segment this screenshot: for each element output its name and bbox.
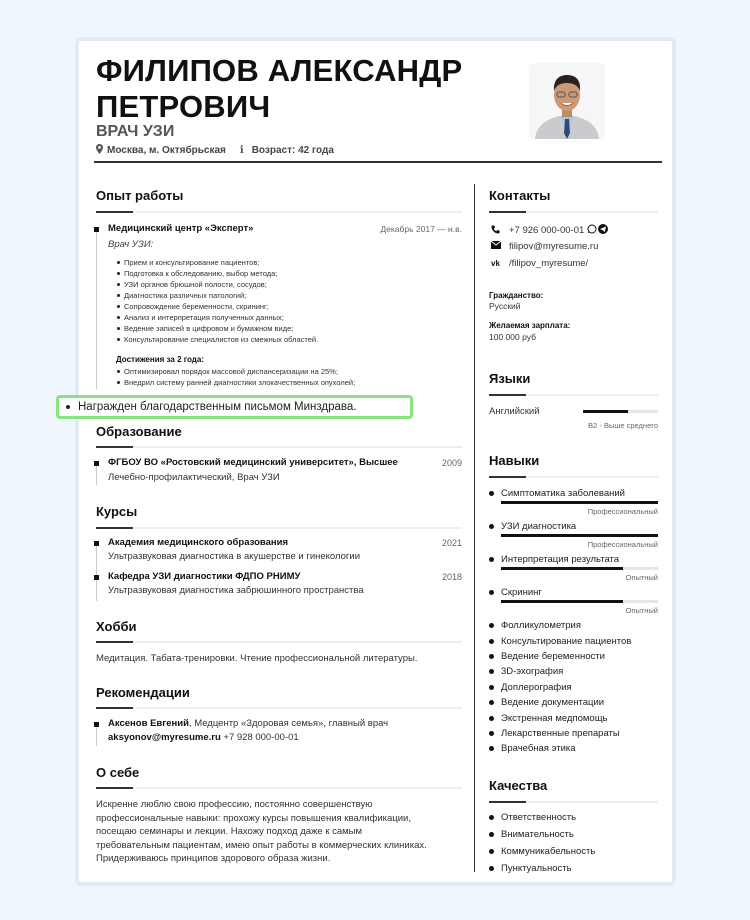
skill-name: Скрининг [501, 587, 542, 598]
skill-item: 3D-эхография [489, 666, 563, 677]
course-detail: Ультразвуковая диагностика забрюшинного пространства [108, 585, 364, 596]
courses-timeline [96, 541, 97, 601]
course-year: 2018 [441, 572, 462, 582]
contact-email-row [491, 241, 598, 252]
bullet-icon [489, 491, 494, 496]
hobbies-title: Хобби [96, 619, 137, 634]
bullet-icon [66, 405, 70, 409]
bullet-icon [489, 866, 494, 871]
skill-item [489, 587, 542, 598]
recommender-email[interactable]: aksyonov@myresume.ru [108, 732, 221, 743]
quality-item: Пунктуальность [489, 863, 572, 874]
resume-page [75, 37, 676, 886]
contacts-rule [489, 211, 658, 213]
contact-phone-row [491, 224, 608, 237]
salary-value: 100 000 руб [489, 332, 536, 342]
achievement-item: Внедрил систему ранней диагностики злокачественных опухолей; [116, 377, 355, 388]
citizenship-value: Русский [489, 301, 521, 311]
contact-phone[interactable]: +7 926 000-00-01 [509, 225, 585, 236]
education-detail: Лечебно-профилактический, Врач УЗИ [108, 472, 280, 483]
contact-vk[interactable]: /filipov_myresume/ [509, 258, 589, 269]
qualities-rule [489, 801, 658, 803]
skill-bar-fill [501, 600, 623, 603]
header-divider [94, 161, 662, 163]
skill-item: Врачебная этика [489, 743, 576, 754]
courses-rule [96, 527, 462, 529]
education-title: Образование [96, 424, 182, 439]
duty-item: Диагностика различных патологий; [116, 290, 318, 301]
skill-level: Профессиональный [587, 507, 658, 516]
language-level: B2 - Выше среднего [588, 421, 658, 430]
duty-item: Консультирование специалистов из смежных областей. [116, 334, 318, 345]
bullet-icon [489, 716, 494, 721]
skill-level: Опытный [625, 573, 658, 582]
citizenship-label: Гражданство: [489, 291, 544, 300]
duty-item: Ведение записей в цифровом и бумажном виде; [116, 323, 318, 334]
skill-item: Фолликулометрия [489, 620, 581, 631]
column-divider [474, 184, 475, 872]
about-text: Искренне люблю свою профессию, постоянно совершенствую профессиональные навыки: прохожу курсы повышения квалификации, посещаю семинары и лекции. Нахожу подход даже к самым требовательным пациентам, имею опыт работы в коммерческих клиниках. Придерживаюсь принципов здорового образа жизни. [96, 799, 427, 864]
experience-rule [96, 211, 462, 213]
age-text: Возраст: 42 года [251, 145, 334, 156]
experience-role: Врач УЗИ: [108, 239, 154, 250]
duty-item: Подготовка к обследованию, выбор метода; [116, 268, 318, 279]
achievement-item-highlighted: Награжден благодарственным письмом Минздрава. [78, 401, 357, 413]
skill-name: УЗИ диагностика [501, 521, 577, 532]
person-photo-icon [529, 63, 605, 139]
vk-icon: vk [491, 259, 500, 268]
education-rule [96, 446, 462, 448]
skill-item: Экстренная медпомощь [489, 713, 607, 724]
skill-name: Интерпретация результата [501, 554, 620, 565]
telegram-icon[interactable] [598, 224, 608, 237]
info-icon: i [239, 145, 244, 156]
language-level-fill [583, 410, 628, 413]
experience-period: Декабрь 2017 — н.в. [380, 224, 462, 234]
recommender-name: Аксенов Евгений [108, 718, 189, 729]
skills-rule [489, 476, 658, 478]
recommendations-title: Рекомендации [96, 685, 190, 700]
recommender-phone: +7 928 000-00-01 [223, 732, 299, 743]
hobbies-text: Медитация. Табата-тренировки. Чтение профессиональной литературы. [96, 653, 418, 664]
candidate-name: ФИЛИПОВ АЛЕКСАНДР ПЕТРОВИЧ [96, 53, 463, 124]
bullet-icon [489, 685, 494, 690]
education-year: 2009 [441, 458, 462, 468]
skill-level: Опытный [625, 606, 658, 615]
achievement-item: Оптимизировал порядок массовой диспансеризации на 25%; [116, 366, 355, 377]
skill-level: Профессиональный [587, 540, 658, 549]
whatsapp-icon[interactable] [587, 224, 597, 237]
location-pin-icon [96, 144, 103, 157]
about-rule [96, 787, 462, 789]
skill-item: Консультирование пациентов [489, 636, 631, 647]
skill-bar [501, 501, 658, 504]
skill-item [489, 521, 576, 532]
entry-marker [94, 541, 99, 546]
recommender-detail: , Медцентр «Здоровая семья», главный врач [188, 718, 389, 729]
course-detail: Ультразвуковая диагностика в акушерстве и гинекологии [108, 551, 361, 562]
course-name: Академия медицинского образования [108, 537, 289, 548]
quality-item: Коммуникабельность [489, 846, 595, 857]
bullet-icon [489, 832, 494, 837]
skill-bar [501, 600, 658, 603]
about-title: О себе [96, 765, 140, 780]
entry-marker [94, 227, 99, 232]
education-institution: ФГБОУ ВО «Ростовский медицинский университет», Высшее [108, 457, 398, 468]
skill-item: Доплерография [489, 682, 572, 693]
skill-item: Ведение беременности [489, 651, 605, 662]
skill-item [489, 488, 625, 499]
experience-timeline [96, 229, 97, 389]
contact-email[interactable]: filipov@myresume.ru [509, 241, 599, 252]
quality-item: Ответственность [489, 812, 576, 823]
language-level-bar [583, 410, 658, 413]
contacts-title: Контакты [489, 188, 551, 203]
language-name: Английский [489, 406, 540, 417]
bullet-icon [489, 746, 494, 751]
recommendations-rule [96, 707, 462, 709]
skill-item: Ведение документации [489, 697, 604, 708]
skill-bar-fill [501, 567, 623, 570]
skill-bar [501, 534, 658, 537]
courses-title: Курсы [96, 504, 138, 519]
bullet-icon [489, 669, 494, 674]
candidate-position: ВРАЧ УЗИ [96, 123, 175, 140]
skill-bar [501, 567, 658, 570]
candidate-meta [96, 144, 348, 157]
languages-rule [489, 394, 658, 396]
salary-label: Желаемая зарплата: [489, 321, 571, 330]
hobbies-rule [96, 641, 462, 643]
bullet-icon [489, 815, 494, 820]
duty-item: Сопровождение беременности, скрининг; [116, 301, 318, 312]
candidate-photo [529, 63, 605, 139]
bullet-icon [489, 654, 494, 659]
achievements-list [116, 366, 355, 388]
duty-item: Прием и консультирование пациентов; [116, 257, 318, 268]
contact-vk-row [491, 258, 588, 269]
experience-company: Медицинский центр «Эксперт» [108, 223, 254, 234]
course-name: Кафедра УЗИ диагностики ФДПО РНИМУ [108, 571, 301, 582]
recommendation-line [108, 718, 388, 729]
duty-item: Анализ и интерпретация полученных данных; [116, 312, 318, 323]
duty-item: УЗИ органов брюшной полости, сосудов; [116, 279, 318, 290]
highlighted-achievement [56, 395, 413, 419]
experience-title: Опыт работы [96, 188, 184, 203]
phone-icon [491, 225, 509, 237]
languages-title: Языки [489, 371, 531, 386]
location-text: Москва, м. Октябрьская [107, 145, 226, 156]
skill-name: Симптоматика заболеваний [501, 488, 625, 499]
bullet-icon [489, 731, 494, 736]
bullet-icon [489, 700, 494, 705]
bullet-icon [489, 590, 494, 595]
skill-bar-fill [501, 501, 658, 504]
bullet-icon [489, 557, 494, 562]
qualities-title: Качества [489, 778, 548, 793]
envelope-icon [491, 241, 509, 252]
skills-title: Навыки [489, 453, 540, 468]
duties-list [116, 257, 318, 345]
bullet-icon [489, 623, 494, 628]
bullet-icon [489, 849, 494, 854]
entry-marker [94, 722, 99, 727]
quality-item: Внимательность [489, 829, 574, 840]
bullet-icon [489, 524, 494, 529]
achievements-title: Достижения за 2 года: [116, 355, 204, 364]
skill-item: Лекарственные препараты [489, 728, 620, 739]
skill-item [489, 554, 619, 565]
course-year: 2021 [441, 538, 462, 548]
skill-bar-fill [501, 534, 658, 537]
entry-marker [94, 575, 99, 580]
bullet-icon [489, 639, 494, 644]
recommendation-contacts [108, 732, 299, 743]
entry-marker [94, 461, 99, 466]
